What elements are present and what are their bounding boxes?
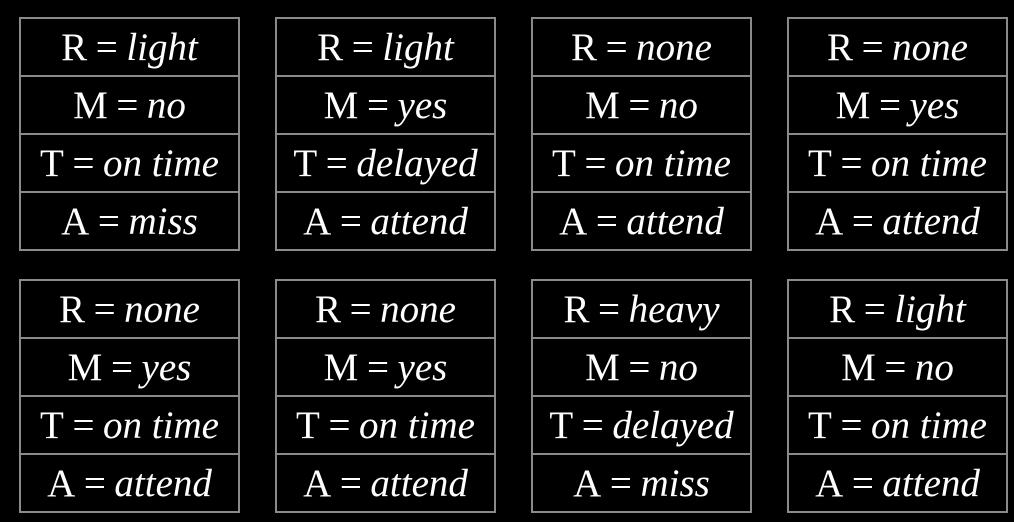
variable-value: miss <box>128 199 198 243</box>
assignment-row <box>21 281 238 339</box>
assignment-row <box>533 135 750 193</box>
variable-value: none <box>892 25 968 69</box>
sample-card-6 <box>275 279 496 513</box>
equals-sign: = <box>863 287 886 331</box>
sample-card-1 <box>19 17 240 251</box>
assignment-row <box>21 19 238 77</box>
variable-letter: M <box>841 345 876 389</box>
assignment-row <box>533 193 750 249</box>
equals-sign: = <box>840 403 863 447</box>
variable-value: on time <box>359 403 475 447</box>
assignment-row <box>21 455 238 511</box>
equals-sign: = <box>878 83 901 127</box>
variable-letter: R <box>827 25 854 69</box>
equals-sign: = <box>840 141 863 185</box>
assignment-row <box>789 339 1006 397</box>
assignment-row <box>533 339 750 397</box>
variable-value: light <box>126 25 198 69</box>
equals-sign: = <box>339 199 362 243</box>
variable-value: attend <box>882 461 980 505</box>
assignment-row <box>21 397 238 455</box>
equals-sign: = <box>72 141 95 185</box>
variable-letter: A <box>61 199 90 243</box>
variable-value: miss <box>640 461 710 505</box>
variable-letter: T <box>808 403 832 447</box>
equals-sign: = <box>83 461 106 505</box>
sample-card-5 <box>19 279 240 513</box>
assignment-row <box>277 193 494 249</box>
assignment-row <box>277 281 494 339</box>
equals-sign: = <box>366 345 389 389</box>
equals-sign: = <box>339 461 362 505</box>
variable-letter: A <box>815 199 844 243</box>
variable-letter: T <box>293 141 318 185</box>
assignment-row <box>789 281 1006 339</box>
equals-sign: = <box>851 199 874 243</box>
equals-sign: = <box>628 83 651 127</box>
variable-letter: A <box>573 461 602 505</box>
variable-letter: M <box>585 83 620 127</box>
variable-letter: M <box>67 345 103 389</box>
equals-sign: = <box>97 199 120 243</box>
variable-value: light <box>894 287 966 331</box>
variable-value: on time <box>103 141 219 185</box>
variable-value: heavy <box>628 287 720 331</box>
assignment-row <box>789 77 1006 135</box>
sample-card-8 <box>787 279 1008 513</box>
variable-letter: R <box>59 287 86 331</box>
variable-letter: T <box>552 141 576 185</box>
variable-value: attend <box>626 199 724 243</box>
variable-letter: A <box>303 461 332 505</box>
sample-cards-grid <box>19 17 1008 513</box>
variable-value: yes <box>909 83 960 127</box>
variable-value: yes <box>397 345 448 389</box>
equals-sign: = <box>93 287 116 331</box>
variable-value: no <box>914 345 954 389</box>
variable-value: on time <box>615 141 731 185</box>
equals-sign: = <box>609 461 632 505</box>
assignment-row <box>277 19 494 77</box>
variable-letter: T <box>40 403 64 447</box>
assignment-row <box>533 77 750 135</box>
variable-value: attend <box>370 199 468 243</box>
equals-sign: = <box>851 461 874 505</box>
assignment-row <box>21 339 238 397</box>
variable-value: delayed <box>356 141 478 185</box>
equals-sign: = <box>861 25 884 69</box>
variable-letter: R <box>571 25 598 69</box>
equals-sign: = <box>328 403 351 447</box>
variable-value: none <box>380 287 456 331</box>
sample-card-4 <box>787 17 1008 251</box>
variable-value: on time <box>103 403 219 447</box>
equals-sign: = <box>349 287 372 331</box>
variable-letter: M <box>835 83 871 127</box>
variable-letter: A <box>815 461 844 505</box>
variable-value: on time <box>871 141 987 185</box>
variable-letter: M <box>323 83 359 127</box>
assignment-row <box>789 455 1006 511</box>
variable-letter: M <box>585 345 620 389</box>
equals-sign: = <box>351 25 374 69</box>
equals-sign: = <box>598 287 621 331</box>
assignment-row <box>789 135 1006 193</box>
variable-letter: A <box>47 461 76 505</box>
variable-letter: T <box>40 141 64 185</box>
assignment-row <box>277 135 494 193</box>
variable-letter: T <box>296 403 320 447</box>
assignment-row <box>277 455 494 511</box>
sample-card-3 <box>531 17 752 251</box>
variable-value: no <box>146 83 186 127</box>
sample-card-2 <box>275 17 496 251</box>
assignment-row <box>277 397 494 455</box>
variable-value: light <box>382 25 454 69</box>
variable-letter: M <box>323 345 359 389</box>
variable-letter: R <box>315 287 342 331</box>
variable-letter: R <box>61 25 88 69</box>
equals-sign: = <box>884 345 907 389</box>
assignment-row <box>533 397 750 455</box>
assignment-row <box>789 19 1006 77</box>
equals-sign: = <box>366 83 389 127</box>
equals-sign: = <box>605 25 628 69</box>
variable-value: no <box>658 345 698 389</box>
variable-letter: R <box>829 287 856 331</box>
assignment-row <box>789 193 1006 249</box>
variable-letter: R <box>317 25 344 69</box>
variable-value: none <box>124 287 200 331</box>
assignment-row <box>277 339 494 397</box>
equals-sign: = <box>581 403 604 447</box>
variable-value: yes <box>397 83 448 127</box>
variable-value: on time <box>871 403 987 447</box>
variable-letter: M <box>73 83 108 127</box>
assignment-row <box>277 77 494 135</box>
variable-value: attend <box>114 461 212 505</box>
variable-letter: A <box>559 199 588 243</box>
equals-sign: = <box>95 25 118 69</box>
equals-sign: = <box>595 199 618 243</box>
sample-card-7 <box>531 279 752 513</box>
variable-value: no <box>658 83 698 127</box>
assignment-row <box>533 455 750 511</box>
equals-sign: = <box>584 141 607 185</box>
equals-sign: = <box>72 403 95 447</box>
variable-letter: T <box>549 403 574 447</box>
equals-sign: = <box>110 345 133 389</box>
variable-value: none <box>636 25 712 69</box>
assignment-row <box>789 397 1006 455</box>
equals-sign: = <box>628 345 651 389</box>
variable-value: attend <box>882 199 980 243</box>
variable-letter: R <box>563 287 590 331</box>
variable-value: delayed <box>612 403 734 447</box>
variable-letter: A <box>303 199 332 243</box>
assignment-row <box>533 19 750 77</box>
equals-sign: = <box>116 83 139 127</box>
variable-value: yes <box>141 345 192 389</box>
assignment-row <box>21 193 238 249</box>
variable-letter: T <box>808 141 832 185</box>
variable-value: attend <box>370 461 468 505</box>
assignment-row <box>533 281 750 339</box>
assignment-row <box>21 77 238 135</box>
assignment-row <box>21 135 238 193</box>
equals-sign: = <box>325 141 348 185</box>
